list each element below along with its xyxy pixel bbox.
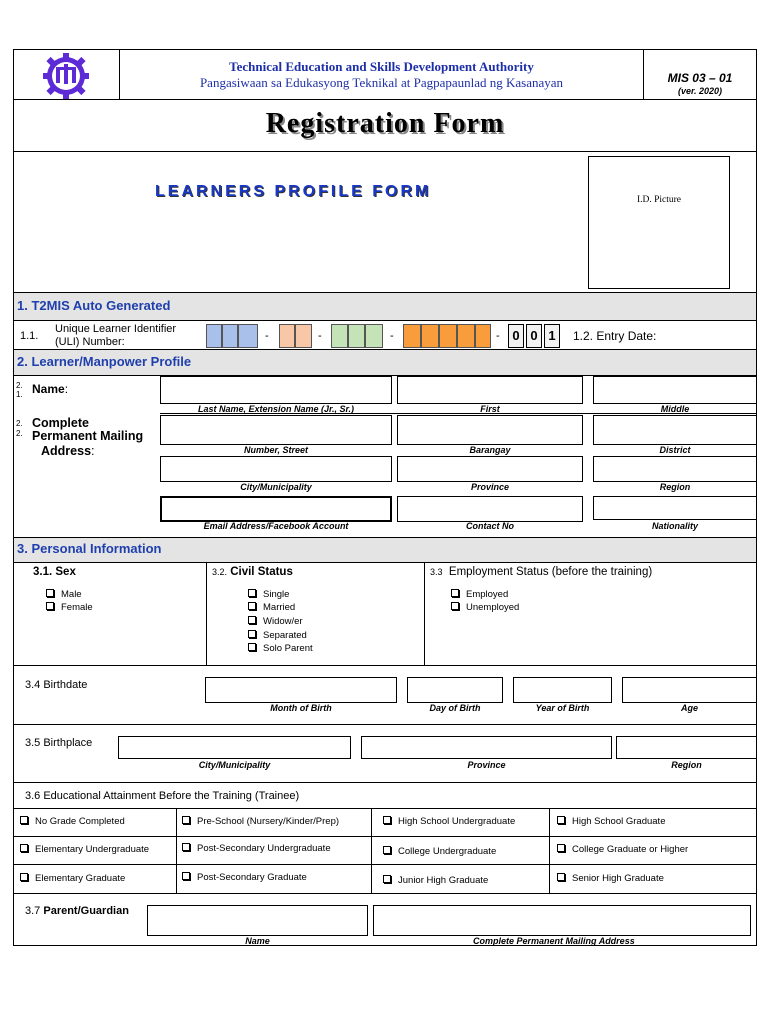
divider: [160, 413, 757, 414]
name-label: Name:: [32, 382, 69, 396]
checkbox-icon: [383, 816, 391, 824]
divider: [176, 808, 177, 893]
checkbox-icon: [182, 816, 190, 824]
checkbox-elem-grad[interactable]: Elementary Graduate: [20, 873, 125, 884]
page-title: Registration Form: [265, 108, 505, 139]
uli-box[interactable]: [238, 324, 258, 348]
divider: [14, 665, 756, 666]
nationality-field[interactable]: [593, 496, 757, 520]
checkbox-unemployed[interactable]: Unemployed: [451, 602, 519, 613]
checkbox-icon: [248, 616, 256, 624]
uli-digit: 0: [508, 324, 524, 348]
checkbox-icon: [20, 844, 28, 852]
uli-box[interactable]: [457, 324, 475, 348]
checkbox-hs-undergrad[interactable]: High School Undergraduate: [383, 816, 515, 827]
field-caption: City/Municipality: [198, 760, 271, 770]
checkbox-icon: [451, 589, 459, 597]
checkbox-icon: [451, 602, 459, 610]
field-caption: Year of Birth: [535, 703, 590, 713]
checkbox-icon: [46, 602, 54, 610]
checkbox-icon: [383, 875, 391, 883]
checkbox-icon: [557, 873, 565, 881]
divider: [206, 563, 207, 665]
divider: [14, 808, 756, 809]
checkbox-no-grade[interactable]: No Grade Completed: [20, 816, 125, 827]
uli-box[interactable]: [206, 324, 222, 348]
field-caption: City/Municipality: [240, 482, 312, 492]
birthplace-region-field[interactable]: [616, 736, 757, 759]
checkbox-widower[interactable]: Widow/er: [248, 616, 303, 627]
checkbox-college-grad[interactable]: College Graduate or Higher: [557, 844, 688, 855]
birthplace-city-field[interactable]: [118, 736, 351, 759]
tesda-logo-icon: [38, 52, 94, 100]
field-caption: Region: [671, 760, 702, 770]
divider: [14, 782, 756, 783]
uli-number: 1.1.: [20, 330, 39, 342]
sex-label: 3.1. Sex: [33, 566, 76, 578]
birth-month-field[interactable]: [205, 677, 397, 703]
field-caption: Contact No: [466, 521, 514, 531]
checkbox-single[interactable]: Single: [248, 589, 289, 600]
field-caption: Number, Street: [243, 445, 309, 455]
checkbox-postsec-grad[interactable]: Post-Secondary Graduate: [182, 872, 307, 883]
entry-date-label: 1.2. Entry Date:: [573, 329, 657, 343]
field-caption: Barangay: [469, 445, 511, 455]
civil-status-label: 3.2. Civil Status: [212, 566, 293, 578]
field-caption: Last Name, Extension Name (Jr., Sr.): [197, 404, 355, 414]
field-caption: Complete Permanent Mailing Address: [473, 936, 635, 946]
province-field[interactable]: [397, 456, 583, 482]
uli-box[interactable]: [439, 324, 457, 348]
uli-box[interactable]: [279, 324, 295, 348]
street-field[interactable]: [160, 415, 392, 445]
divider: [14, 99, 756, 100]
field-caption: Name: [245, 936, 270, 946]
form-subtitle: LEARNERS PROFILE FORM: [155, 183, 432, 200]
uli-digit: 1: [544, 324, 560, 348]
field-caption: Province: [470, 482, 510, 492]
checkbox-icon: [248, 630, 256, 638]
checkbox-icon: [248, 589, 256, 597]
uli-box[interactable]: [421, 324, 439, 348]
id-picture-box[interactable]: [588, 156, 730, 289]
checkbox-solo-parent[interactable]: Solo Parent: [248, 643, 313, 654]
uli-dash: -: [496, 330, 500, 342]
checkbox-icon: [20, 816, 28, 824]
uli-dash: -: [265, 330, 269, 342]
barangay-field[interactable]: [397, 415, 583, 445]
agency-name: Technical Education and Skills Development Authority: [229, 59, 534, 74]
guardian-name-field[interactable]: [147, 905, 368, 936]
field-caption: Email Address/Facebook Account: [203, 521, 349, 531]
parent-guardian-label: 3.7 Parent/Guardian: [25, 905, 129, 917]
field-caption: Month of Birth: [270, 703, 332, 713]
birth-day-field[interactable]: [407, 677, 503, 703]
checkbox-icon: [248, 643, 256, 651]
guardian-address-field[interactable]: [373, 905, 751, 936]
checkbox-hs-grad[interactable]: High School Graduate: [557, 816, 665, 827]
address-label: Complete: [32, 416, 89, 430]
checkbox-icon: [182, 843, 190, 851]
checkbox-icon: [383, 846, 391, 854]
checkbox-employed[interactable]: Employed: [451, 589, 508, 600]
field-caption: District: [659, 445, 691, 455]
divider: [14, 292, 756, 293]
middle-name-field[interactable]: [593, 376, 757, 404]
checkbox-female[interactable]: Female: [46, 602, 93, 613]
checkbox-separated[interactable]: Separated: [248, 630, 307, 641]
checkbox-postsec-undergrad[interactable]: Post-Secondary Undergraduate: [182, 843, 331, 854]
contact-no-field[interactable]: [397, 496, 583, 522]
checkbox-college-undergrad[interactable]: College Undergraduate: [383, 846, 496, 857]
section-header-s1: 1. T2MIS Auto Generated: [14, 293, 756, 320]
uli-box[interactable]: [403, 324, 421, 348]
uli-box[interactable]: [365, 324, 383, 348]
birth-year-field[interactable]: [513, 677, 612, 703]
divider: [14, 836, 756, 837]
field-caption: Age: [680, 703, 698, 713]
uli-box[interactable]: [222, 324, 238, 348]
id-picture-label: I.D. Picture: [636, 195, 682, 205]
divider: [371, 808, 372, 893]
field-caption: Nationality: [651, 521, 698, 531]
uli-box[interactable]: [331, 324, 348, 348]
checkbox-shs-grad[interactable]: Senior High Graduate: [557, 873, 664, 884]
checkbox-male[interactable]: Male: [46, 589, 82, 600]
section-header-s2: 2. Learner/Manpower Profile: [14, 350, 756, 375]
section-header-s3: 3. Personal Information: [14, 538, 756, 562]
divider: [14, 893, 756, 894]
first-name-field[interactable]: [397, 376, 583, 404]
agency-name-filipino: Pangasiwaan sa Edukasyong Teknikal at Pagpapaunlad ng Kasanayan: [199, 75, 564, 90]
divider: [14, 562, 756, 563]
field-caption: Day of Birth: [429, 703, 481, 713]
checkbox-icon: [46, 589, 54, 597]
divider: [424, 563, 425, 665]
name-item-number: 2. 1.: [16, 381, 23, 399]
checkbox-icon: [557, 816, 565, 824]
uli-box[interactable]: [348, 324, 365, 348]
form-code: MIS 03 – 01: [667, 71, 733, 85]
checkbox-pre-school[interactable]: Pre-School (Nursery/Kinder/Prep): [182, 816, 339, 827]
birthplace-province-field[interactable]: [361, 736, 612, 759]
form-version: (ver. 2020): [677, 86, 723, 96]
age-field[interactable]: [622, 677, 757, 703]
address-label: Address:: [41, 444, 95, 458]
uli-label-sub: (ULI) Number:: [55, 336, 125, 348]
checkbox-jhs-grad[interactable]: Junior High Graduate: [383, 875, 488, 886]
divider: [14, 151, 756, 152]
field-caption: Middle: [660, 404, 690, 414]
uli-box[interactable]: [295, 324, 312, 348]
divider: [549, 808, 550, 893]
region-field[interactable]: [593, 456, 757, 482]
uli-dash: -: [390, 330, 394, 342]
field-caption: Region: [659, 482, 691, 492]
field-caption: Province: [467, 760, 506, 770]
checkbox-icon: [182, 872, 190, 880]
checkbox-icon: [20, 873, 28, 881]
checkbox-elem-undergrad[interactable]: Elementary Undergraduate: [20, 844, 149, 855]
educational-attainment-label: 3.6 Educational Attainment Before the Training (Trainee): [25, 790, 300, 802]
field-caption: First: [480, 404, 500, 414]
birthdate-label: 3.4 Birthdate: [25, 679, 88, 691]
address-label: Permanent Mailing: [32, 429, 144, 443]
checkbox-icon: [557, 844, 565, 852]
city-field[interactable]: [160, 456, 392, 482]
checkbox-icon: [248, 602, 256, 610]
employment-status-label: 3.3 Employment Status (before the training): [430, 566, 653, 578]
email-field[interactable]: [160, 496, 392, 522]
last-name-field[interactable]: [160, 376, 392, 404]
uli-dash: -: [318, 330, 322, 342]
divider: [14, 724, 756, 725]
birthplace-label: 3.5 Birthplace: [25, 737, 93, 749]
checkbox-married[interactable]: Married: [248, 602, 295, 613]
district-field[interactable]: [593, 415, 757, 445]
divider: [14, 320, 756, 321]
uli-digit: 0: [526, 324, 542, 348]
divider: [14, 864, 756, 865]
uli-label: Unique Learner Identifier: [55, 323, 177, 335]
address-item-number: 2. 2.: [16, 419, 23, 438]
uli-box[interactable]: [475, 324, 491, 348]
